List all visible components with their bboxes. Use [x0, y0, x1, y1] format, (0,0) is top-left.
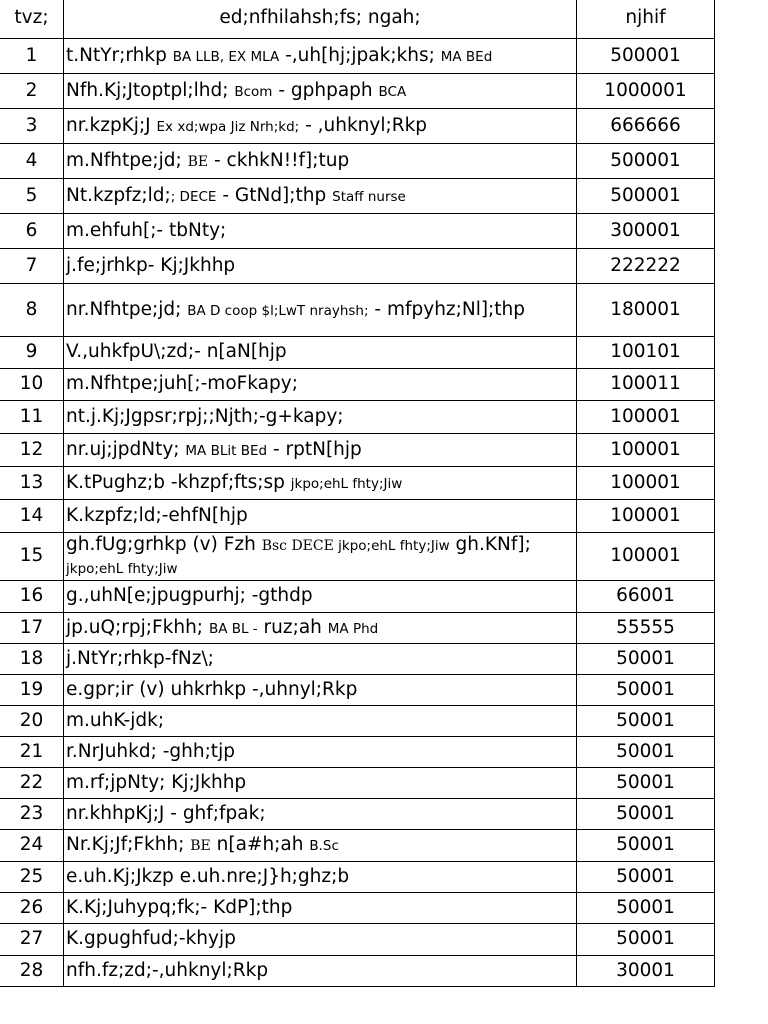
serial-number: 14	[0, 500, 64, 533]
name-qualification: Bsc DECE	[261, 538, 334, 555]
donation-amount: 50001	[577, 893, 715, 924]
name-text: Nfh.Kj;Jtoptpl;lhd;	[66, 79, 235, 101]
donation-amount: 50001	[577, 924, 715, 956]
donation-amount: 100001	[577, 467, 715, 500]
table-row	[0, 533, 715, 581]
donation-amount: 100001	[577, 434, 715, 467]
donor-name	[64, 924, 577, 956]
serial-number: 28	[0, 956, 64, 987]
table-row	[0, 830, 715, 862]
name-text: jp.uQ;rpj;Fkhh;	[66, 616, 209, 638]
donor-name	[64, 706, 577, 737]
donor-name	[64, 434, 577, 467]
donation-amount: 100101	[577, 337, 715, 369]
serial-number: 7	[0, 249, 64, 284]
name-qualification: B.Sc	[309, 838, 339, 855]
donation-amount: 66001	[577, 581, 715, 613]
name-text: nt.j.Kj;Jgpsr;rpj;;Njth;-g+kapy;	[66, 405, 344, 427]
table-row	[0, 39, 715, 74]
name-text: nr.khhpKj;J - ghf;fpak;	[66, 802, 266, 824]
serial-number: 5	[0, 179, 64, 214]
name-text: Nt.kzpfz;ld;	[66, 184, 171, 206]
donation-amount: 100011	[577, 369, 715, 401]
name-qualification: jkpo;ehL fhty;Jiw	[66, 560, 178, 577]
table-row	[0, 214, 715, 249]
serial-number: 23	[0, 799, 64, 830]
donor-name	[64, 109, 577, 144]
donation-amount: 100001	[577, 500, 715, 533]
table-row	[0, 644, 715, 675]
table-row	[0, 675, 715, 706]
table-row	[0, 249, 715, 284]
table-row	[0, 799, 715, 830]
serial-number: 18	[0, 644, 64, 675]
donor-name	[64, 401, 577, 434]
donor-name	[64, 467, 577, 500]
donor-name	[64, 830, 577, 862]
name-text: m.uhK-jdk;	[66, 709, 165, 731]
donation-amount: 180001	[577, 284, 715, 337]
table-row	[0, 956, 715, 987]
donation-amount: 100001	[577, 401, 715, 434]
table-row	[0, 401, 715, 434]
name-text: - mfpyhz;Nl];thp	[368, 298, 526, 320]
name-qualification: MA Phd	[327, 620, 379, 637]
table-row	[0, 768, 715, 799]
name-qualification: jkpo;ehL fhty;Jiw	[290, 475, 403, 492]
name-text: g.,uhN[e;jpugpurhj; -gthdp	[66, 585, 313, 607]
name-text: m.ehfuh[;- tbNty;	[66, 219, 227, 241]
donor-name	[64, 337, 577, 369]
name-qualification: MA BLit BEd	[185, 442, 268, 459]
donor-name	[64, 249, 577, 284]
table-row	[0, 467, 715, 500]
serial-number: 3	[0, 109, 64, 144]
donation-amount: 50001	[577, 862, 715, 893]
donation-amount: 50001	[577, 737, 715, 768]
name-qualification: Staff nurse	[332, 188, 406, 205]
serial-number: 16	[0, 581, 64, 613]
name-text: K.gpughfud;-khyjp	[66, 928, 236, 950]
donation-amount: 30001	[577, 956, 715, 987]
header-amount: njhif	[577, 0, 715, 39]
serial-number: 15	[0, 533, 64, 581]
name-text: - ,uhknyl;Rkp	[299, 114, 428, 136]
donor-name	[64, 369, 577, 401]
serial-number: 6	[0, 214, 64, 249]
name-text: K.kzpfz;ld;-ehfN[hjp	[66, 504, 248, 526]
name-text: t.NtYr;rhkp	[66, 44, 173, 66]
table-row	[0, 337, 715, 369]
donor-name	[64, 768, 577, 799]
name-text: gh.fUg;grhkp (v) Fzh	[66, 534, 262, 556]
table-row	[0, 924, 715, 956]
name-text: r.NrJuhkd; -ghh;tjp	[66, 740, 235, 762]
name-text: nr.uj;jpdNty;	[66, 438, 186, 460]
donor-name	[64, 74, 577, 109]
name-qualification: BE	[190, 838, 211, 855]
serial-number: 20	[0, 706, 64, 737]
table-row	[0, 500, 715, 533]
table-row	[0, 144, 715, 179]
name-qualification: BA D coop $l;LwT nrayhsh;	[187, 302, 369, 319]
header-serial-number: tvz;	[0, 0, 64, 39]
donation-amount: 500001	[577, 39, 715, 74]
serial-number: 19	[0, 675, 64, 706]
donation-amount: 50001	[577, 768, 715, 799]
serial-number: 24	[0, 830, 64, 862]
table-row	[0, 613, 715, 644]
serial-number: 13	[0, 467, 64, 500]
donor-name	[64, 644, 577, 675]
name-text: - ckhkN!!f];tup	[208, 149, 350, 171]
serial-number: 9	[0, 337, 64, 369]
table-row	[0, 862, 715, 893]
name-qualification: BA LLB, EX MLA	[172, 48, 280, 65]
table-row	[0, 179, 715, 214]
donor-name	[64, 737, 577, 768]
name-text: V.,uhkfpU\;zd;- n[aN[hjp	[66, 341, 287, 363]
header-donor-name: ed;nfhilahsh;fs; ngah;	[64, 0, 577, 39]
donation-amount: 50001	[577, 830, 715, 862]
table-row	[0, 706, 715, 737]
donor-name	[64, 214, 577, 249]
serial-number: 10	[0, 369, 64, 401]
name-qualification: BE	[187, 153, 209, 170]
name-qualification: BCA	[378, 83, 407, 100]
name-qualification: ; DECE	[170, 188, 217, 205]
name-qualification: MA BEd	[440, 48, 493, 65]
donation-amount: 50001	[577, 675, 715, 706]
name-text: e.uh.Kj;Jkzp e.uh.nre;J}h;ghz;b	[66, 865, 350, 887]
donor-name	[64, 581, 577, 613]
table-row	[0, 74, 715, 109]
serial-number: 2	[0, 74, 64, 109]
serial-number: 22	[0, 768, 64, 799]
name-text: nfh.fz;zd;-,uhknyl;Rkp	[66, 959, 269, 981]
table-row	[0, 581, 715, 613]
serial-number: 17	[0, 613, 64, 644]
donor-name	[64, 39, 577, 74]
name-qualification: jkpo;ehL fhty;Jiw	[333, 538, 450, 555]
table-row	[0, 893, 715, 924]
donor-name	[64, 799, 577, 830]
donation-amount: 500001	[577, 179, 715, 214]
serial-number: 21	[0, 737, 64, 768]
donation-amount: 1000001	[577, 74, 715, 109]
donor-name	[64, 862, 577, 893]
name-text: j.fe;jrhkp- Kj;Jkhhp	[66, 254, 236, 276]
name-text: nr.Nfhtpe;jd;	[66, 298, 188, 320]
name-text: - GtNd];thp	[216, 184, 333, 206]
donation-amount: 50001	[577, 706, 715, 737]
serial-number: 26	[0, 893, 64, 924]
name-qualification: BA BL -	[208, 620, 258, 637]
serial-number: 27	[0, 924, 64, 956]
serial-number: 12	[0, 434, 64, 467]
donor-name	[64, 144, 577, 179]
header-row	[0, 0, 715, 39]
name-qualification: Bcom	[234, 83, 273, 100]
donor-name	[64, 956, 577, 987]
donation-amount: 500001	[577, 144, 715, 179]
name-text: - rptN[hjp	[267, 438, 362, 460]
name-text: m.Nfhtpe;jd;	[66, 149, 188, 171]
donation-amount: 666666	[577, 109, 715, 144]
name-text: -,uh[hj;jpak;khs;	[279, 44, 441, 66]
donation-amount: 100001	[577, 533, 715, 581]
name-text: gh.KNf];	[449, 534, 531, 556]
table-row	[0, 109, 715, 144]
donation-amount: 300001	[577, 214, 715, 249]
donation-amount: 55555	[577, 613, 715, 644]
serial-number: 25	[0, 862, 64, 893]
donor-name	[64, 613, 577, 644]
table-row	[0, 369, 715, 401]
donor-name	[64, 533, 577, 581]
name-text: e.gpr;ir (v) uhkrhkp -,uhnyl;Rkp	[66, 678, 358, 700]
donor-name	[64, 675, 577, 706]
name-text: Nr.Kj;Jf;Fkhh;	[66, 834, 191, 856]
name-qualification: Ex xd;wpa Jiz Nrh;kd;	[156, 118, 300, 135]
name-text: m.Nfhtpe;juh[;-moFkapy;	[66, 373, 298, 395]
donation-amount: 222222	[577, 249, 715, 284]
donor-name	[64, 179, 577, 214]
serial-number: 8	[0, 284, 64, 337]
name-text: n[a#h;ah	[210, 834, 310, 856]
donation-amount: 50001	[577, 799, 715, 830]
donor-name	[64, 284, 577, 337]
table-row	[0, 737, 715, 768]
donor-name	[64, 500, 577, 533]
name-text: ruz;ah	[257, 616, 328, 638]
serial-number: 11	[0, 401, 64, 434]
name-text: K.Kj;Juhypq;fk;- KdP];thp	[66, 896, 293, 918]
table-row	[0, 284, 715, 337]
serial-number: 4	[0, 144, 64, 179]
name-text: - gphpaph	[272, 79, 379, 101]
donation-amount: 50001	[577, 644, 715, 675]
name-text: j.NtYr;rhkp-fNz\;	[66, 647, 214, 669]
serial-number: 1	[0, 39, 64, 74]
name-text: K.tPughz;b -khzpf;fts;sp	[66, 471, 291, 493]
name-text: m.rf;jpNty; Kj;Jkhhp	[66, 771, 247, 793]
donor-name	[64, 893, 577, 924]
name-text: nr.kzpKj;J	[66, 114, 157, 136]
table-row	[0, 434, 715, 467]
